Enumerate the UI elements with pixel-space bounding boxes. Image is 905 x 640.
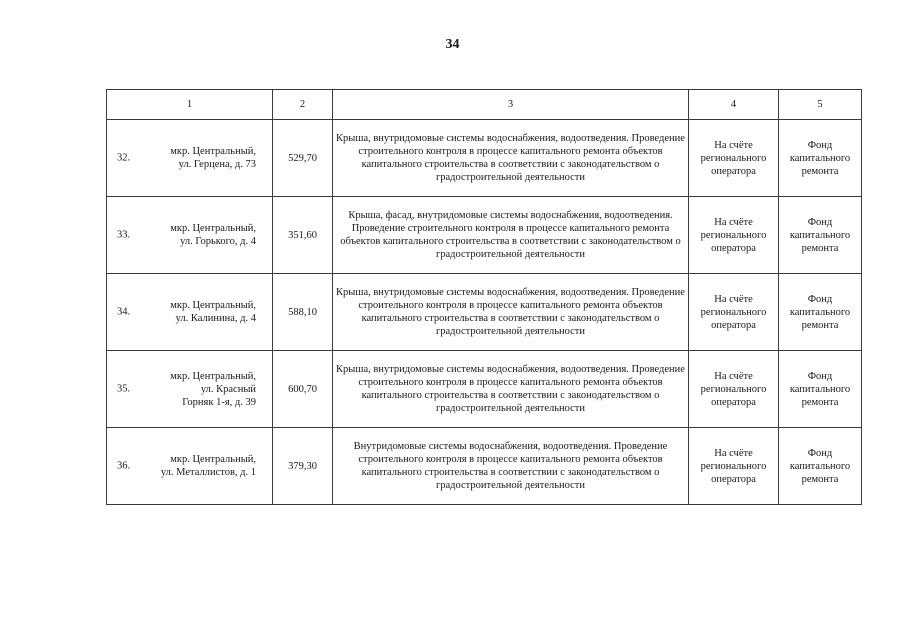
header-cell: 3 — [333, 90, 689, 120]
area-cell: 529,70 — [273, 120, 333, 197]
table-row — [107, 197, 862, 274]
address: мкр. Центральный, ул. Красный Горняк 1-я, д. 39 — [170, 370, 256, 408]
fund-cell: Фонд капитального ремонта — [779, 351, 862, 428]
row-number: 33. — [117, 229, 131, 241]
works-cell: Крыша, фасад, внутридомовые системы водоснабжения, водоотведения. Проведение строительного контроля в процессе капитального ремонта объектов капитального строительства в соответствии с законодательством о градостроительной деятельности — [333, 197, 689, 274]
address: мкр. Центральный, ул. Горького, д. 4 — [170, 223, 256, 247]
account-cell: На счёте регионального оператора — [689, 274, 779, 351]
address-cell — [107, 351, 273, 428]
account-cell: На счёте регионального оператора — [689, 428, 779, 505]
header-cell: 2 — [273, 90, 333, 120]
table-header-row — [107, 90, 862, 120]
works-cell: Крыша, внутридомовые системы водоснабжения, водоотведения. Проведение строительного контроля в процессе капитального ремонта объектов капитального строительства в соответствии с законодательством о градостроительной деятельности — [333, 351, 689, 428]
row-number: 34. — [117, 306, 131, 318]
area-cell: 379,30 — [273, 428, 333, 505]
address: мкр. Центральный, ул. Герцена, д. 73 — [170, 146, 256, 170]
address-cell — [107, 428, 273, 505]
row-number: 35. — [117, 383, 131, 395]
fund-cell: Фонд капитального ремонта — [779, 120, 862, 197]
fund-cell: Фонд капитального ремонта — [779, 197, 862, 274]
address-cell — [107, 274, 273, 351]
table-row — [107, 428, 862, 505]
row-number: 36. — [117, 460, 131, 472]
row-number: 32. — [117, 152, 131, 164]
page-number: 34 — [445, 37, 460, 52]
table-row — [107, 120, 862, 197]
account-cell: На счёте регионального оператора — [689, 197, 779, 274]
area-cell: 588,10 — [273, 274, 333, 351]
address: мкр. Центральный, ул. Калинина, д. 4 — [170, 300, 256, 324]
table-row — [107, 351, 862, 428]
address-cell — [107, 197, 273, 274]
area-cell: 351,60 — [273, 197, 333, 274]
header-cell: 4 — [689, 90, 779, 120]
account-cell: На счёте регионального оператора — [689, 351, 779, 428]
works-cell: Внутридомовые системы водоснабжения, водоотведения. Проведение строительного контроля в процессе капитального ремонта объектов капитального строительства в соответствии с законодательством о градостроительной деятельности — [333, 428, 689, 505]
area-cell: 600,70 — [273, 351, 333, 428]
account-cell: На счёте регионального оператора — [689, 120, 779, 197]
fund-cell: Фонд капитального ремонта — [779, 428, 862, 505]
works-cell: Крыша, внутридомовые системы водоснабжения, водоотведения. Проведение строительного контроля в процессе капитального ремонта объектов капитального строительства в соответствии с законодательством о градостроительной деятельности — [333, 120, 689, 197]
address: мкр. Центральный, ул. Металлистов, д. 1 — [160, 454, 256, 478]
works-cell: Крыша, внутридомовые системы водоснабжения, водоотведения. Проведение строительного контроля в процессе капитального ремонта объектов капитального строительства в соответствии с законодательством о градостроительной деятельности — [333, 274, 689, 351]
repair-table — [106, 89, 862, 505]
address-cell — [107, 120, 273, 197]
fund-cell: Фонд капитального ремонта — [779, 274, 862, 351]
table-row — [107, 274, 862, 351]
header-cell: 1 — [107, 90, 273, 120]
header-cell: 5 — [779, 90, 862, 120]
